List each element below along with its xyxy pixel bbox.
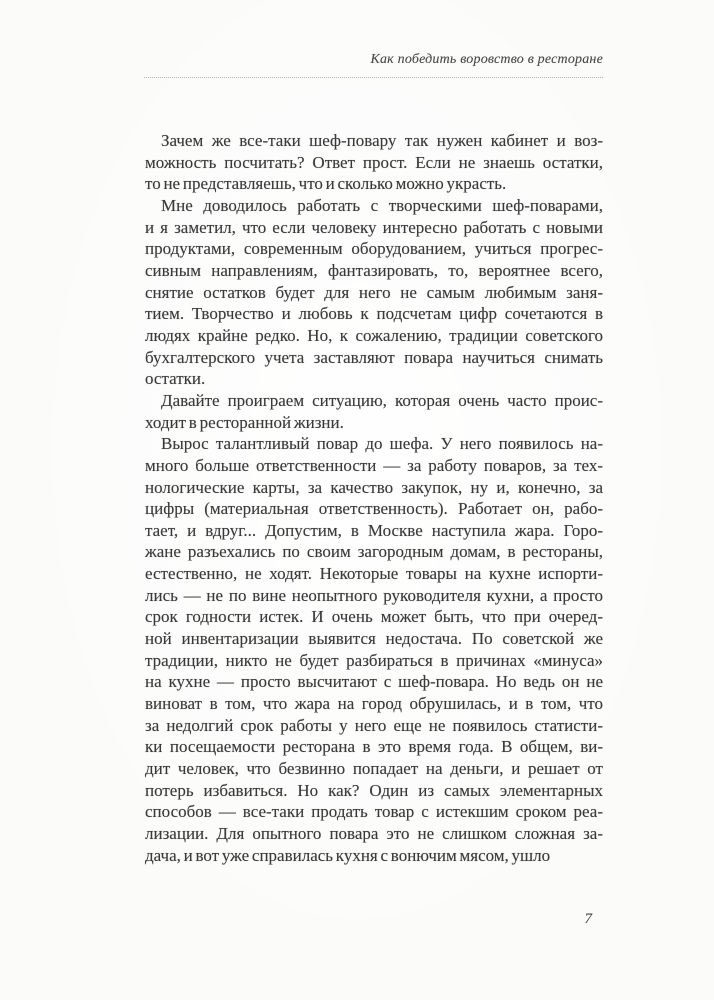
text-line: лись — не по вине неопытного руководителя кухни, а просто bbox=[145, 585, 603, 605]
text-line: продуктами, современным оборудованием, учиться прогрес- bbox=[145, 239, 603, 259]
text-line: бухгалтерского учета заставляют повара научиться снимать bbox=[145, 347, 603, 367]
text-line: потерь избавиться. Но как? Один из самых элементарных bbox=[145, 780, 603, 800]
text-line: то не представляешь, что и сколько можно украсть. bbox=[145, 174, 507, 194]
text-line: лизации. Для опытного повара это не слишком сложная за- bbox=[145, 824, 603, 843]
text-line: ки посещаемости ресторана в это время года. В общем, ви- bbox=[145, 737, 603, 757]
text-line: дача, и вот уже справилась кухня с вонючим мясом, ушло bbox=[145, 845, 551, 865]
text-line: и я заметил, что если человеку интересно работать с новыми bbox=[145, 217, 603, 237]
text-line: за недолгий срок работы у него еще не появилось статисти- bbox=[145, 715, 603, 735]
text-line: цифры (материальная ответственность). Работает он, рабо- bbox=[145, 499, 603, 519]
text-line: срок годности истек. И очень может быть, что при очеред- bbox=[145, 607, 603, 627]
text-line: снятие остатков будет для него не самым любимым заня- bbox=[145, 282, 603, 302]
text-line: Давайте проиграем ситуацию, которая очень часто проис- bbox=[161, 390, 603, 410]
text-line: остатки. bbox=[145, 369, 206, 389]
paragraph bbox=[145, 433, 603, 866]
paragraph bbox=[145, 195, 603, 390]
text-line: Зачем же все-таки шеф-повару так нужен кабинет и воз- bbox=[161, 131, 603, 150]
text-line: тает, и вдруг... Допустим, в Москве наступила жара. Горо- bbox=[145, 520, 603, 540]
text-line: Вырос талантливый повар до шефа. У него появилось на- bbox=[161, 434, 603, 454]
text-line: традиции, никто не будет разбираться в причинах «минуса» bbox=[145, 650, 603, 670]
paragraph bbox=[145, 390, 603, 433]
text-line: дит человек, что безвинно попадает на деньги, и решает от bbox=[145, 759, 603, 779]
text-line: на кухне — просто высчитают с шеф-повара. Но ведь он не bbox=[145, 672, 603, 692]
paragraph bbox=[145, 130, 603, 195]
text-line: ходит в ресторанной жизни. bbox=[145, 412, 344, 432]
text-line: тием. Творчество и любовь к подсчетам цифр сочетаются в bbox=[145, 304, 603, 324]
text-line: способов — все-таки продать товар с истекшим сроком реа- bbox=[145, 802, 603, 822]
text-line: Мне доводилось работать с творческими шеф-поварами, bbox=[161, 195, 603, 215]
text-line: можность посчитать? Ответ прост. Если не знаешь остатки, bbox=[145, 152, 603, 172]
text-line: ной инвентаризации выявится недостача. По советской же bbox=[145, 629, 603, 649]
text-line: людях крайне редко. Но, к сожалению, традиции советского bbox=[145, 325, 603, 345]
text-line: естественно, не ходят. Некоторые товары на кухне испорти- bbox=[145, 564, 603, 584]
running-header: Как победить воровство в ресторане bbox=[370, 52, 603, 67]
text-line: сивным направлениям, фантазировать, то, вероятнее всего, bbox=[145, 260, 603, 280]
text-line: нологические карты, за качество закупок, ну и, конечно, за bbox=[145, 477, 603, 497]
text-line: виноват в том, что жара на город обрушилась, и в том, что bbox=[145, 694, 603, 714]
header-divider bbox=[144, 77, 603, 78]
page-number: 7 bbox=[584, 911, 592, 927]
text-line: жане разъехались по своим загородным домам, в рестораны, bbox=[145, 542, 603, 562]
text-line: много больше ответственности — за работу поваров, за тех- bbox=[145, 455, 603, 475]
body-text bbox=[145, 130, 603, 866]
